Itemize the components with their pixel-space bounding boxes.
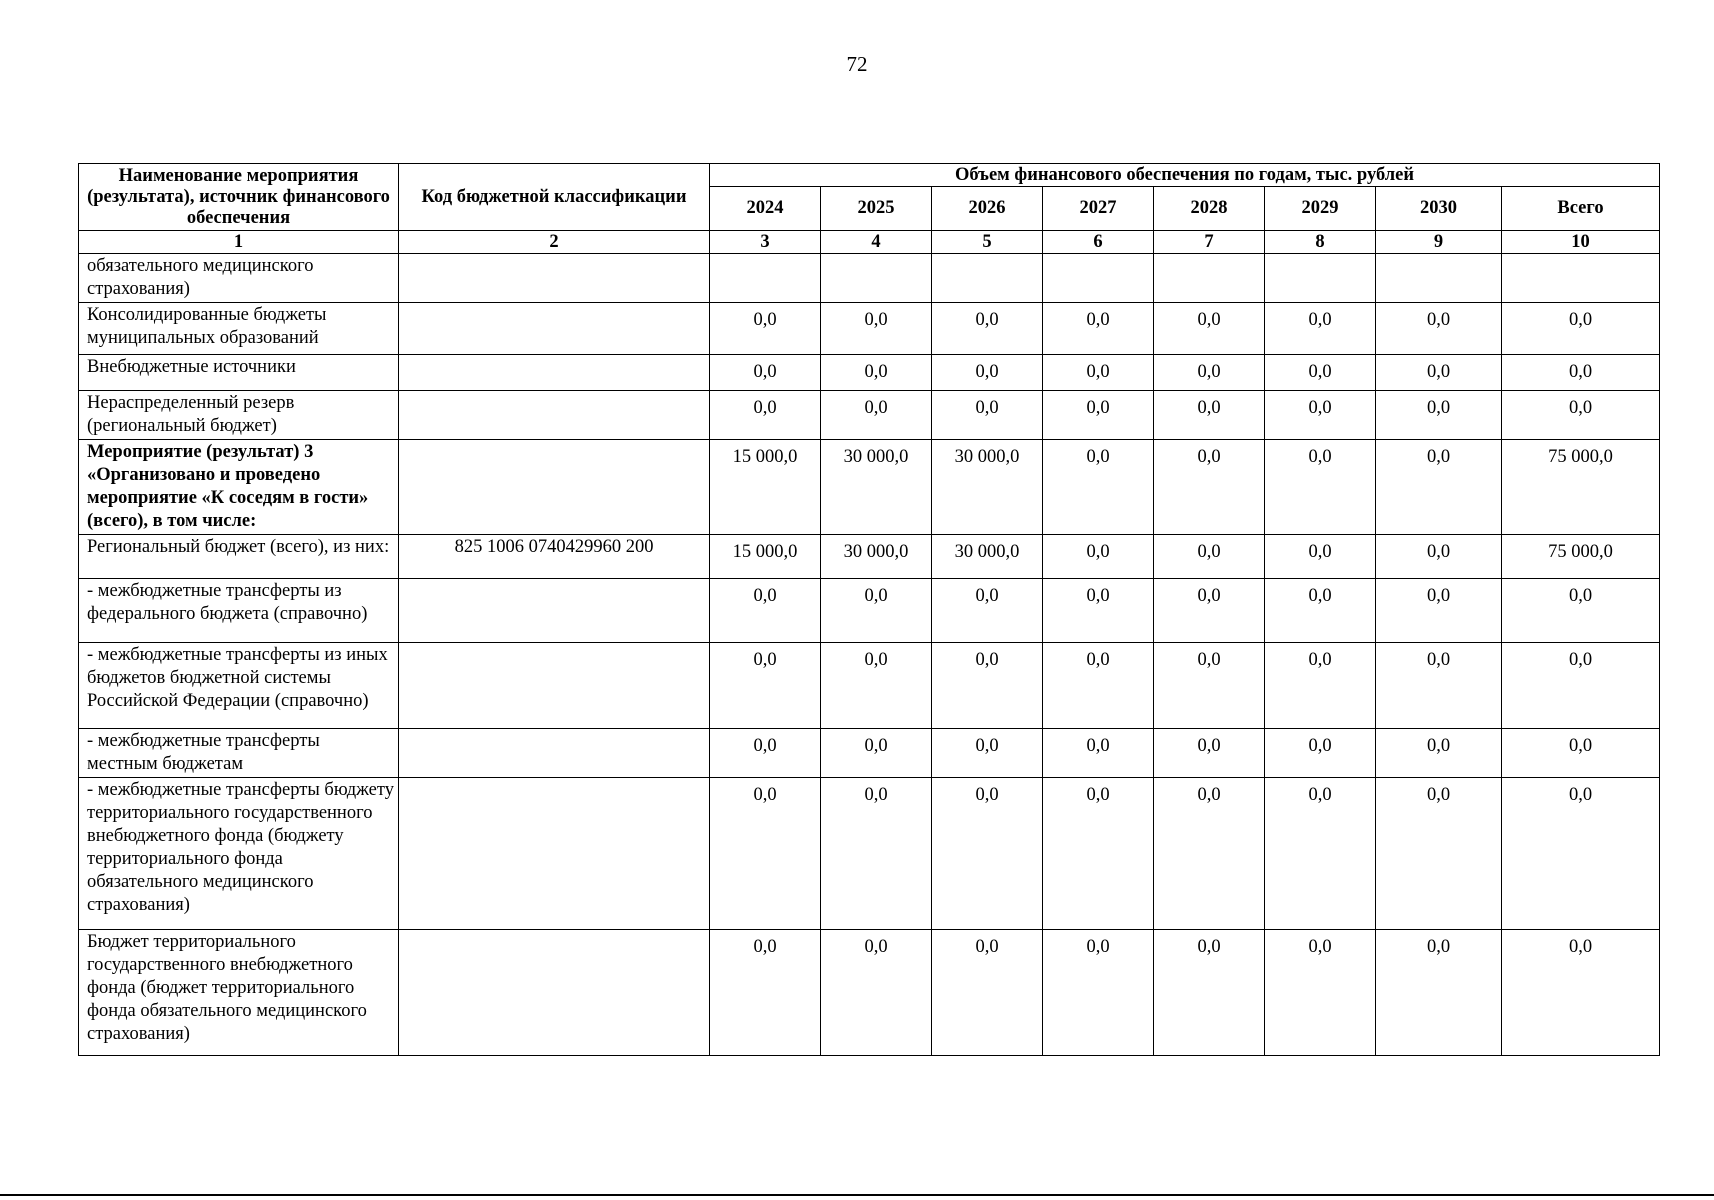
row-value [1376,254,1502,303]
row-value: 0,0 [1502,303,1660,355]
row-name: Мероприятие (результат) 3 «Организовано и проведено мероприятие «К соседям в гости» (всего), в том числе: [79,440,399,535]
row-value: 0,0 [1043,303,1154,355]
row-value: 0,0 [1502,729,1660,778]
row-value: 75 000,0 [1502,440,1660,535]
row-value: 0,0 [1502,391,1660,440]
header-year: 2028 [1154,187,1265,231]
row-value: 0,0 [1265,303,1376,355]
row-value: 0,0 [1265,643,1376,729]
row-budget-code [399,355,710,391]
row-value: 0,0 [821,778,932,930]
table-body [79,254,1660,1056]
header-year: 2026 [932,187,1043,231]
row-value: 0,0 [821,729,932,778]
header-column-number: 9 [1376,231,1502,254]
row-value: 0,0 [710,643,821,729]
row-value: 0,0 [710,579,821,643]
table-row [79,930,1660,1056]
row-budget-code: 825 1006 0740429960 200 [399,535,710,579]
row-value: 0,0 [1376,355,1502,391]
row-value: 0,0 [1376,643,1502,729]
table-row [79,355,1660,391]
row-name: - межбюджетные трансферты из федерального бюджета (справочно) [79,579,399,643]
row-value: 0,0 [1265,778,1376,930]
row-value: 0,0 [1043,778,1154,930]
row-value: 30 000,0 [932,535,1043,579]
row-value: 0,0 [710,778,821,930]
header-column-number: 7 [1154,231,1265,254]
row-value: 0,0 [710,303,821,355]
row-value: 0,0 [932,303,1043,355]
row-value: 0,0 [1376,391,1502,440]
row-value: 0,0 [1043,930,1154,1056]
row-value: 0,0 [1265,930,1376,1056]
row-name: - межбюджетные трансферты бюджету территориального государственного внебюджетного фонда (бюджету территориального фонда обязательного медицинского страхования) [79,778,399,930]
row-value: 0,0 [1154,729,1265,778]
row-value: 0,0 [1043,535,1154,579]
row-value: 0,0 [1154,303,1265,355]
row-value: 0,0 [821,391,932,440]
row-value: 0,0 [821,930,932,1056]
table-row [79,778,1660,930]
header-column-number: 1 [79,231,399,254]
row-value: 0,0 [1043,355,1154,391]
row-value: 0,0 [1043,440,1154,535]
row-value: 75 000,0 [1502,535,1660,579]
header-year: 2030 [1376,187,1502,231]
row-value: 0,0 [1376,579,1502,643]
row-budget-code [399,391,710,440]
row-value: 0,0 [710,391,821,440]
row-value: 0,0 [1043,579,1154,643]
row-budget-code [399,579,710,643]
row-value: 0,0 [1154,355,1265,391]
row-value: 0,0 [1265,729,1376,778]
row-value [1043,254,1154,303]
row-budget-code [399,254,710,303]
row-value: 0,0 [1502,643,1660,729]
row-value [932,254,1043,303]
header-year: 2027 [1043,187,1154,231]
row-value: 15 000,0 [710,535,821,579]
row-value: 0,0 [1154,579,1265,643]
header-column-number: 4 [821,231,932,254]
row-budget-code [399,440,710,535]
header-column-number: 8 [1265,231,1376,254]
header-year: 2029 [1265,187,1376,231]
row-value: 0,0 [821,579,932,643]
row-value: 0,0 [1043,643,1154,729]
header-row-1 [79,164,1660,187]
table-row [79,643,1660,729]
row-value: 0,0 [1154,391,1265,440]
row-value: 0,0 [1154,535,1265,579]
row-value: 0,0 [821,643,932,729]
row-value [1265,254,1376,303]
row-value: 0,0 [1043,391,1154,440]
row-name: - межбюджетные трансферты местным бюджетам [79,729,399,778]
table-row [79,729,1660,778]
scan-bottom-edge [0,1194,1714,1196]
row-value [710,254,821,303]
row-value: 0,0 [932,930,1043,1056]
row-value: 0,0 [821,303,932,355]
financing-table [78,163,1660,1056]
row-budget-code [399,643,710,729]
header-code: Код бюджетной классификации [399,164,710,231]
table-row [79,254,1660,303]
row-value: 0,0 [932,579,1043,643]
row-value: 0,0 [1502,579,1660,643]
row-value: 0,0 [1265,440,1376,535]
row-value: 30 000,0 [932,440,1043,535]
row-value: 30 000,0 [821,440,932,535]
row-value: 0,0 [932,729,1043,778]
row-value: 0,0 [710,930,821,1056]
row-value: 0,0 [932,391,1043,440]
row-value: 0,0 [710,355,821,391]
table-row [79,535,1660,579]
row-name: Региональный бюджет (всего), из них: [79,535,399,579]
row-value: 0,0 [1043,729,1154,778]
row-name: Нераспределенный резерв (региональный бюджет) [79,391,399,440]
header-column-number: 2 [399,231,710,254]
table-row [79,303,1660,355]
header-column-number: 6 [1043,231,1154,254]
table-row [79,579,1660,643]
header-column-numbers-row [79,231,1660,254]
row-budget-code [399,303,710,355]
row-budget-code [399,778,710,930]
row-name: Внебюджетные источники [79,355,399,391]
row-value: 0,0 [1502,778,1660,930]
table-header [79,164,1660,254]
row-value [821,254,932,303]
row-value: 0,0 [932,643,1043,729]
row-value: 0,0 [1265,391,1376,440]
row-value: 0,0 [1265,355,1376,391]
row-value: 0,0 [1376,303,1502,355]
row-value: 0,0 [710,729,821,778]
header-year: 2025 [821,187,932,231]
row-value: 0,0 [1265,535,1376,579]
table-row [79,391,1660,440]
row-value: 0,0 [1154,643,1265,729]
row-value: 0,0 [1265,579,1376,643]
row-value: 0,0 [1502,355,1660,391]
row-name: Консолидированные бюджеты муниципальных образований [79,303,399,355]
row-value: 0,0 [1154,440,1265,535]
row-value: 0,0 [1376,930,1502,1056]
row-name: Бюджет территориального государственного внебюджетного фонда (бюджет территориального фонда обязательного медицинского страхования) [79,930,399,1056]
row-name: обязательного медицинского страхования) [79,254,399,303]
row-value: 0,0 [1376,729,1502,778]
header-volume: Объем финансового обеспечения по годам, тыс. рублей [710,164,1660,187]
row-budget-code [399,729,710,778]
header-name: Наименование мероприятия (результата), источник финансового обеспечения [79,164,399,231]
row-value: 30 000,0 [821,535,932,579]
row-value: 0,0 [1502,930,1660,1056]
header-column-number: 10 [1502,231,1660,254]
page-number: 72 [846,52,868,76]
header-year: 2024 [710,187,821,231]
header-column-number: 5 [932,231,1043,254]
row-value: 0,0 [1376,440,1502,535]
header-year: Всего [1502,187,1660,231]
row-value: 0,0 [1376,778,1502,930]
table-row [79,440,1660,535]
row-value: 0,0 [821,355,932,391]
row-budget-code [399,930,710,1056]
row-value: 0,0 [1154,930,1265,1056]
row-value: 0,0 [932,355,1043,391]
row-value [1154,254,1265,303]
row-value: 15 000,0 [710,440,821,535]
header-column-number: 3 [710,231,821,254]
row-value: 0,0 [932,778,1043,930]
row-name: - межбюджетные трансферты из иных бюджетов бюджетной системы Российской Федерации (справочно) [79,643,399,729]
row-value [1502,254,1660,303]
row-value: 0,0 [1154,778,1265,930]
row-value: 0,0 [1376,535,1502,579]
